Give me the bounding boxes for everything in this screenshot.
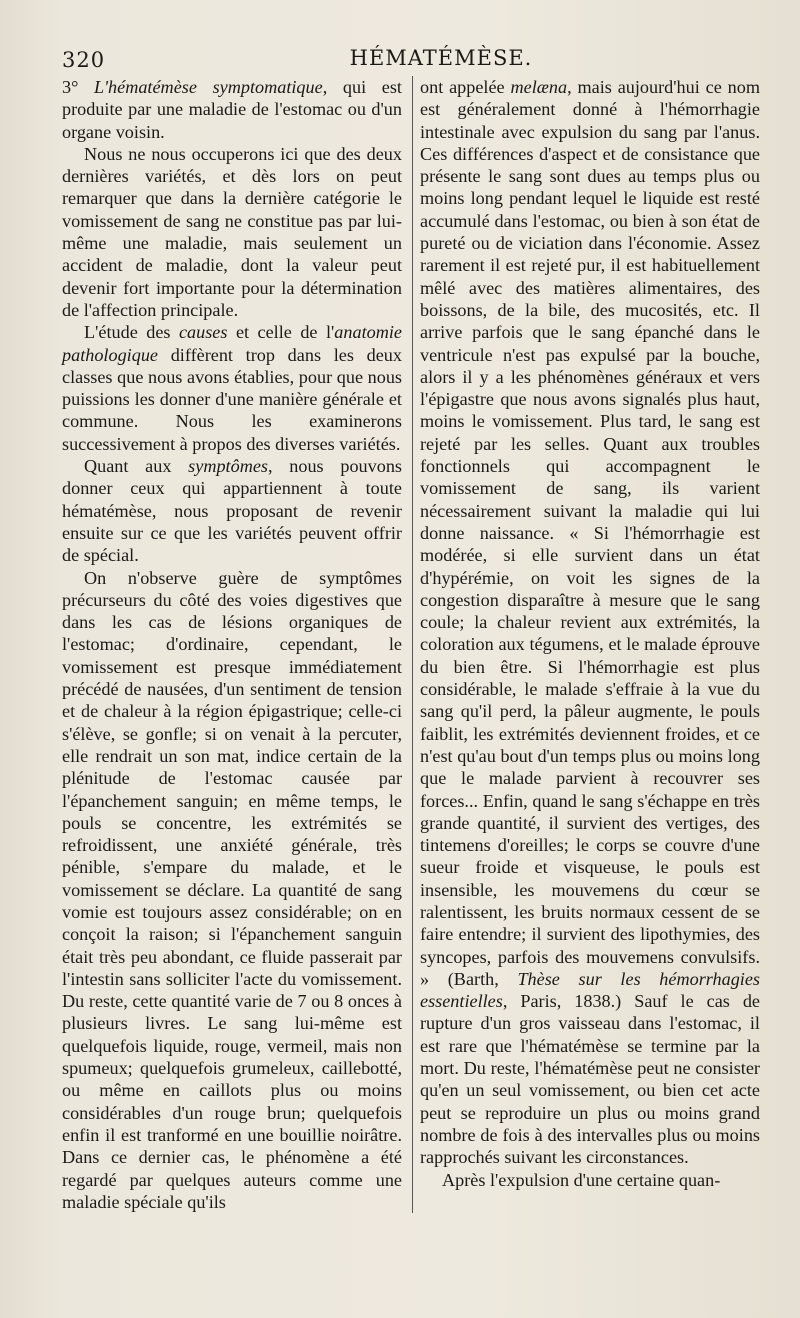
paragraph: L'étude des causes et celle de l'anatomie pathologique diffèrent trop dans les deux classes que nous avons établies, pour que nous puissions les donner d'une manière générale et commune. Nous les examinerons successivement à propos des diverses variétés.: [62, 322, 402, 454]
column-divider: [412, 76, 413, 1213]
paragraph: 3° L'hématémèse symptomatique, qui est produite par une maladie de l'estomac ou d'un organe voisin.: [62, 77, 402, 142]
paragraph: Après l'expulsion d'une certaine quan-: [442, 1169, 721, 1190]
paragraph: Nous ne nous occuperons ici que des deux dernières variétés, et dès lors on peut remarquer que dans la dernière catégorie le vomissement de sang ne constitue pas par lui-même une maladie, mais seulement un accident de maladie, dont la valeur peut devenir fort importante pour la détermination de l'affection principale.: [62, 143, 402, 320]
page-header: [62, 42, 760, 72]
right-column: [420, 76, 760, 1213]
text-columns: [62, 76, 760, 1213]
left-column: [62, 76, 402, 1213]
running-title: HÉMATÉMÈSE.: [349, 46, 533, 70]
paragraph: ont appelée melæna, mais aujourd'hui ce nom est généralement donné à l'hémorrhagie intestinale avec expulsion du sang par l'anus. Ces différences d'aspect et de consistance que présente le sang sont dues au temps plus ou moins long pendant lequel le liquide est resté accumulé dans l'estomac, ou bien à son état de pureté ou de viciation dans l'économie. Assez rarement il est rejeté pur, il est habituellement mêlé avec des matières alimentaires, des boissons, de la bile, des mucosités, etc. Il arrive parfois que le sang épanché dans le ventricule n'est pas expulsé par la bouche, alors il y a les phénomènes généraux et vers l'épigastre que nous avons signalés plus haut, moins le vomissement. Plus tard, le sang est rejeté par les selles. Quant aux troubles fonctionnels qui accompagnent le vomissement de sang, ils varient nécessairement suivant la maladie qui lui donne naissance. « Si l'hémorrhagie est modérée, si elle survient dans un état d'hypérémie, on voit les signes de la congestion disparaître à mesure que le sang coule; la chaleur revient aux extrémités, la coloration aux tégumens, et le malade éprouve du bien être. Si l'hémorrhagie est plus considérable, le malade s'effraie à la vue du sang qu'il perd, la pâleur augmente, le pouls faiblit, les extrémités deviennent froides, et ce n'est qu'au bout d'un temps plus ou moins long que le malade parvient à recouvrer ses forces... Enfin, quand le sang s'échappe en très grande quantité, il survient des vertiges, des tintemens d'oreilles; le corps se couvre d'une sueur froide et visqueuse, le pouls est insensible, les mouvemens du cœur se ralentissent, les bruits normaux cessent de se faire entendre; il survient des lipothymies, des syncopes, parfois des mouvemens convulsifs. » (Barth, Thèse sur les hémorrhagies essentielles, Paris, 1838.) Sauf le cas de rupture d'un gros vaisseau dans l'estomac, il est rare que l'hématémèse se termine par la mort. Du reste, l'hématémèse peut ne consister qu'en un seul vomissement, ou bien cet acte peut se reproduire un plus ou moins grand nombre de fois à des intervalles plus ou moins rapprochés suivant les circonstances.: [420, 77, 761, 1168]
paragraph: On n'observe guère de symptômes précurseurs du côté des voies digestives que dans les cas de lésions organiques de l'estomac; d'ordinaire, cependant, le vomissement est presque immédiatement précédé de nausées, d'un sentiment de tension et de chaleur à la région épigastrique; celle-ci s'élève, se gonfle; si on venait à la percuter, elle rendrait un son mat, indice certain de la plénitude de l'estomac causée par l'épanchement sanguin; en même temps, le pouls se concentre, les extrémités se refroidissent, une anxiété générale, très pénible, s'empare du malade, et le vomissement se déclare. La quantité de sang vomie est toujours assez considérable; on en conçoit la raison; si l'épanchement sanguin était très peu abondant, ce fluide passerait par l'intestin sans solliciter l'acte du vomissement. Du reste, cette quantité varie de 7 ou 8 onces à plusieurs livres. Le sang lui-même est quelquefois liquide, rouge, vermeil, mais non spumeux; quelquefois grumeleux, caillebotté, ou même en caillots plus ou moins considérables d'un rouge brun; quelquefois enfin il est tranformé en une bouillie noirâtre. Dans ce dernier cas, le phénomène a été regardé par quelques auteurs comme une maladie spéciale qu'ils: [62, 567, 402, 1212]
paragraph: Quant aux symptômes, nous pouvons donner ceux qui appartiennent à toute hématémèse, nous proposant de revenir ensuite sur ce que les variétés peuvent offrir de spécial.: [62, 456, 402, 566]
page-number: 320: [62, 48, 106, 72]
